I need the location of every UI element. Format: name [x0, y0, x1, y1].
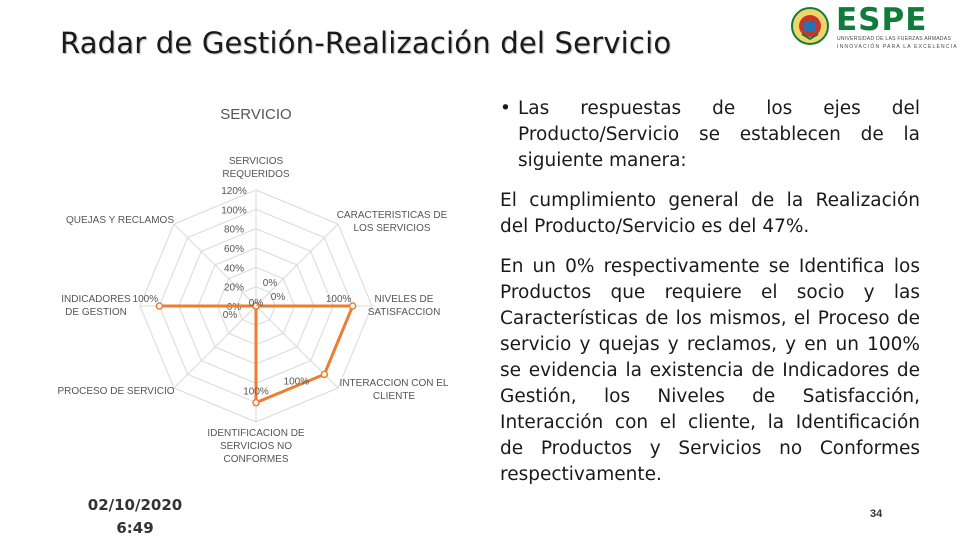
axis-label: QUEJAS Y RECLAMOS [66, 215, 174, 226]
bullet-icon: • [500, 98, 511, 119]
slide-datetime [80, 494, 190, 540]
paragraph-detail: En un 0% respectivamente se Identifica los Productos que requiere el socio y las Características de los mismos, el Proceso de servicio y quejas y reclamos, y en un 100% se evidencia la existencia de Indicadores de Gestión, los Niveles de Satisfacción, Interacción con el cliente, la Identificación de Productos y Servicios no Conformes respectivamente. [500, 256, 920, 485]
logo-tagline: INNOVACIÓN PARA LA EXCELENCIA [837, 44, 958, 50]
espe-logo [790, 2, 958, 50]
axis-labels [57, 156, 448, 465]
paragraph-overall: El cumplimiento general de la Realización del Producto/Servicio es del 47%. [500, 190, 920, 237]
radial-tick-label: 20% [223, 282, 245, 294]
data-value-label: 100% [132, 294, 159, 305]
page-number: 34 [870, 508, 883, 520]
data-value-label: 0% [262, 278, 278, 289]
radial-tick-label: 80% [223, 224, 245, 236]
radial-tick-label: 0% [226, 302, 242, 313]
slide-title: Radar de Gestión-Realización del Servicio [60, 26, 672, 60]
data-value-label: 100% [283, 376, 310, 388]
axis-label: SERVICIOS REQUERIDOS [222, 156, 290, 180]
data-value-label: 0% [270, 292, 286, 303]
radial-tick-label: 40% [223, 263, 245, 275]
slide-date: 02/10/2020 [87, 496, 183, 514]
radar-chart [0, 80, 500, 480]
data-value-label: 100% [243, 386, 269, 398]
radial-tick-labels [221, 186, 247, 313]
axis-label: INTERACCION CON EL CLIENTE [339, 378, 449, 402]
data-value-label: 0% [222, 310, 238, 321]
axis-label: INDICADORES DE GESTION [61, 294, 131, 318]
logo-wordmark: ESPE [836, 2, 928, 38]
slide-time: 6:49 [116, 519, 154, 537]
axis-spoke [174, 306, 256, 388]
radial-tick-label: 60% [223, 244, 245, 255]
axis-label: PROCESO DE SERVICIO [57, 386, 175, 397]
text-panel [500, 96, 920, 502]
logo-subtitle: UNIVERSIDAD DE LAS FUERZAS ARMADAS [837, 36, 952, 42]
data-point [253, 400, 259, 406]
data-value-label: 100% [325, 294, 352, 305]
radial-tick-label: 100% [221, 205, 247, 217]
data-value-label: 0% [248, 298, 264, 309]
axis-label: CARACTERISTICAS DE LOS SERVICIOS [336, 210, 448, 234]
bullet-item [500, 96, 920, 174]
axis-label: IDENTIFICACION DE SERVICIOS NO CONFORMES [207, 428, 305, 465]
chart-title: SERVICIO [220, 106, 292, 123]
bullet-text: Las respuestas de los ejes del Producto/Servicio se establecen de la siguiente manera: [518, 98, 920, 171]
radial-tick-label: 120% [221, 186, 247, 197]
data-point [321, 371, 327, 377]
university-seal-icon [790, 6, 830, 46]
axis-label: NIVELES DE SATISFACCION [367, 294, 441, 318]
